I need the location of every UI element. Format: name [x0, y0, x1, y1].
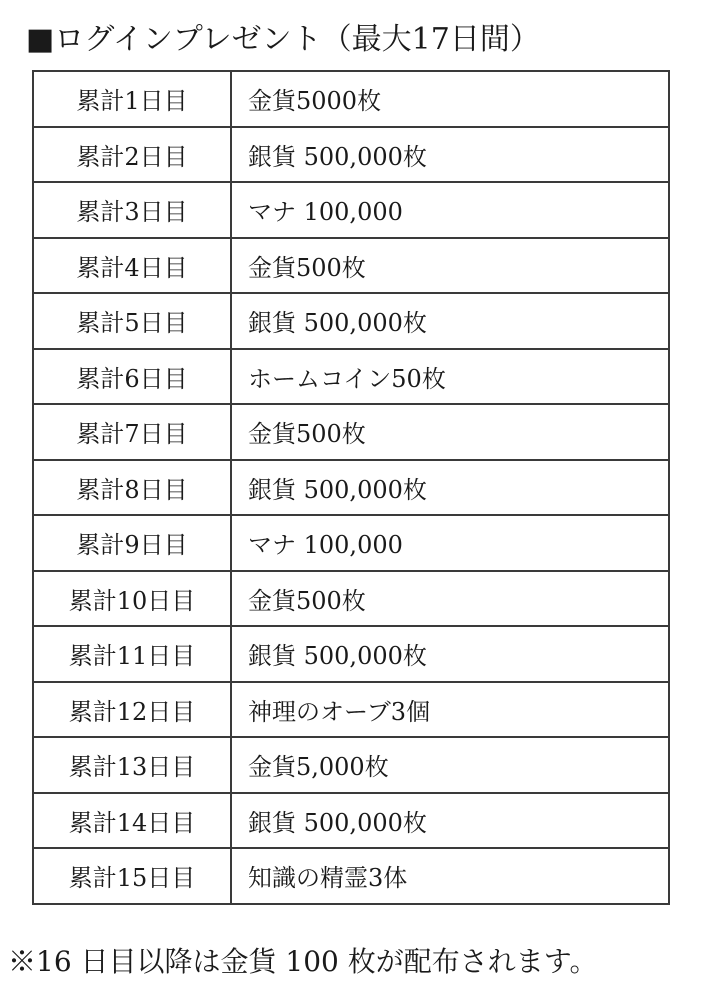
table-row [33, 626, 669, 682]
day-cell: 累計6日目 [33, 349, 231, 405]
reward-cell: マナ 100,000 [231, 182, 669, 238]
table-row [33, 848, 669, 904]
day-cell: 累計5日目 [33, 293, 231, 349]
day-cell: 累計2日目 [33, 127, 231, 183]
table-row [33, 737, 669, 793]
table-row [33, 293, 669, 349]
day-cell: 累計13日目 [33, 737, 231, 793]
table-row [33, 571, 669, 627]
reward-cell: 金貨500枚 [231, 238, 669, 294]
reward-cell: 金貨5,000枚 [231, 737, 669, 793]
reward-cell: 銀貨 500,000枚 [231, 626, 669, 682]
reward-cell: 神理のオーブ3個 [231, 682, 669, 738]
table-row [33, 182, 669, 238]
day-cell: 累計7日目 [33, 404, 231, 460]
day-cell: 累計14日目 [33, 793, 231, 849]
reward-cell: マナ 100,000 [231, 515, 669, 571]
table-row [33, 71, 669, 127]
day-cell: 累計4日目 [33, 238, 231, 294]
table-row [33, 515, 669, 571]
table-row [33, 793, 669, 849]
day-cell: 累計8日目 [33, 460, 231, 516]
footnote: ※16 日目以降は金貨 100 枚が配布されます。 [8, 945, 598, 978]
reward-cell: 銀貨 500,000枚 [231, 793, 669, 849]
reward-cell: 金貨500枚 [231, 571, 669, 627]
table-row [33, 349, 669, 405]
day-cell: 累計11日目 [33, 626, 231, 682]
table-row [33, 127, 669, 183]
table-row [33, 460, 669, 516]
reward-cell: 金貨500枚 [231, 404, 669, 460]
reward-cell: 銀貨 500,000枚 [231, 460, 669, 516]
day-cell: 累計15日目 [33, 848, 231, 904]
reward-cell: 銀貨 500,000枚 [231, 293, 669, 349]
day-cell: 累計1日目 [33, 71, 231, 127]
page-title: ■ログインプレゼント（最大17日間） [26, 22, 540, 57]
table-row [33, 404, 669, 460]
reward-cell: 銀貨 500,000枚 [231, 127, 669, 183]
reward-cell: 知識の精霊3体 [231, 848, 669, 904]
table-row [33, 682, 669, 738]
reward-cell: 金貨5000枚 [231, 71, 669, 127]
day-cell: 累計3日目 [33, 182, 231, 238]
day-cell: 累計10日目 [33, 571, 231, 627]
day-cell: 累計9日目 [33, 515, 231, 571]
table-row [33, 238, 669, 294]
reward-cell: ホームコイン50枚 [231, 349, 669, 405]
login-reward-table [32, 70, 670, 905]
day-cell: 累計12日目 [33, 682, 231, 738]
